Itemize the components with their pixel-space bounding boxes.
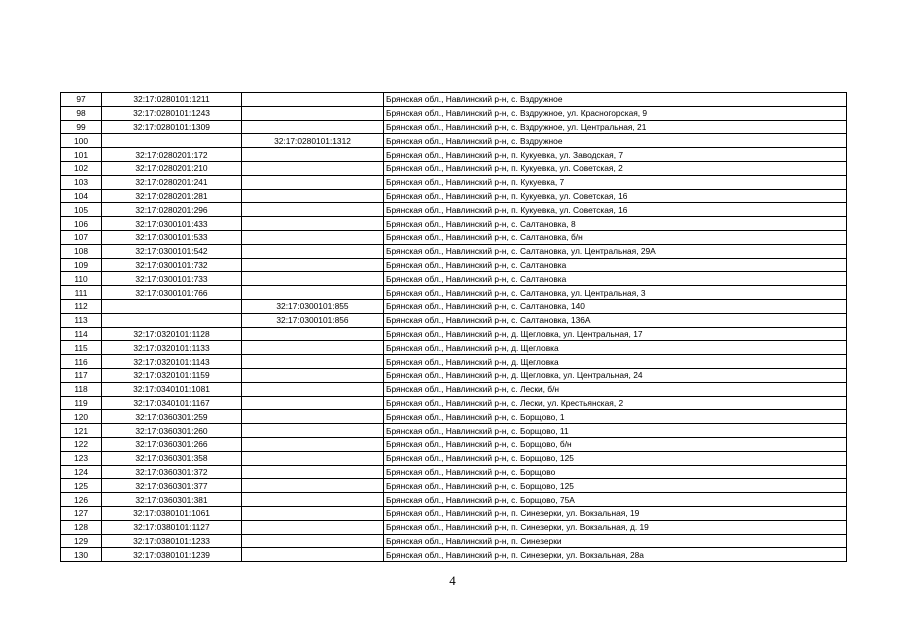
table-row [61, 479, 847, 493]
address-cell: Брянская обл., Навлинский р-н, д. Щегловка [384, 341, 847, 355]
table-row [61, 299, 847, 313]
address-cell: Брянская обл., Навлинский р-н, с. Борщово [384, 465, 847, 479]
address-cell: Брянская обл., Навлинский р-н, с. Салтановка [384, 272, 847, 286]
cadastral-number-alt-cell [242, 244, 384, 258]
cadastral-number-alt-cell [242, 189, 384, 203]
address-cell: Брянская обл., Навлинский р-н, с. Вздружное [384, 93, 847, 107]
row-number-cell: 122 [61, 437, 102, 451]
address-cell: Брянская обл., Навлинский р-н, с. Салтановка, б/н [384, 230, 847, 244]
address-cell: Брянская обл., Навлинский р-н, п. Синезерки, ул. Вокзальная, 28а [384, 548, 847, 562]
cadastral-number-cell: 32:17:0380101:1061 [102, 506, 242, 520]
cadastral-number-alt-cell [242, 382, 384, 396]
cadastral-number-cell: 32:17:0320101:1143 [102, 355, 242, 369]
table-row [61, 286, 847, 300]
cadastral-number-cell: 32:17:0380101:1233 [102, 534, 242, 548]
row-number-cell: 97 [61, 93, 102, 107]
row-number-cell: 117 [61, 368, 102, 382]
row-number-cell: 129 [61, 534, 102, 548]
table-row [61, 258, 847, 272]
address-cell: Брянская обл., Навлинский р-н, п. Кукуевка, ул. Заводская, 7 [384, 148, 847, 162]
table-row [61, 161, 847, 175]
row-number-cell: 108 [61, 244, 102, 258]
cadastral-number-cell: 32:17:0360301:377 [102, 479, 242, 493]
address-cell: Брянская обл., Навлинский р-н, п. Кукуевка, 7 [384, 175, 847, 189]
row-number-cell: 112 [61, 299, 102, 313]
table-row [61, 493, 847, 507]
row-number-cell: 123 [61, 451, 102, 465]
address-cell: Брянская обл., Навлинский р-н, с. Борщово, 11 [384, 424, 847, 438]
table-row [61, 134, 847, 148]
cadastral-number-alt-cell [242, 230, 384, 244]
table-row [61, 93, 847, 107]
cadastral-number-alt-cell: 32:17:0280101:1312 [242, 134, 384, 148]
cadastral-number-cell: 32:17:0340101:1167 [102, 396, 242, 410]
cadastral-number-cell: 32:17:0340101:1081 [102, 382, 242, 396]
cadastral-number-alt-cell [242, 217, 384, 231]
cadastral-number-alt-cell [242, 506, 384, 520]
address-cell: Брянская обл., Навлинский р-н, п. Синезерки, ул. Вокзальная, 19 [384, 506, 847, 520]
cadastral-number-cell: 32:17:0280101:1211 [102, 93, 242, 107]
address-cell: Брянская обл., Навлинский р-н, с. Лески, ул. Крестьянская, 2 [384, 396, 847, 410]
table-row [61, 368, 847, 382]
row-number-cell: 113 [61, 313, 102, 327]
row-number-cell: 118 [61, 382, 102, 396]
row-number-cell: 109 [61, 258, 102, 272]
table-row [61, 424, 847, 438]
cadastral-number-alt-cell [242, 203, 384, 217]
address-cell: Брянская обл., Навлинский р-н, с. Салтановка, 140 [384, 299, 847, 313]
row-number-cell: 121 [61, 424, 102, 438]
table-row [61, 410, 847, 424]
row-number-cell: 102 [61, 161, 102, 175]
table-row [61, 382, 847, 396]
cadastral-number-alt-cell [242, 341, 384, 355]
cadastral-number-cell: 32:17:0280201:281 [102, 189, 242, 203]
table-row [61, 506, 847, 520]
table-row [61, 465, 847, 479]
cadastral-number-cell: 32:17:0280101:1243 [102, 106, 242, 120]
address-cell: Брянская обл., Навлинский р-н, с. Салтановка [384, 258, 847, 272]
address-cell: Брянская обл., Навлинский р-н, с. Салтановка, ул. Центральная, 3 [384, 286, 847, 300]
table-row [61, 327, 847, 341]
address-cell: Брянская обл., Навлинский р-н, д. Щегловка, ул. Центральная, 17 [384, 327, 847, 341]
cadastral-number-alt-cell [242, 437, 384, 451]
cadastral-number-cell: 32:17:0300101:733 [102, 272, 242, 286]
cadastral-number-cell: 32:17:0280101:1309 [102, 120, 242, 134]
address-cell: Брянская обл., Навлинский р-н, п. Кукуевка, ул. Советская, 16 [384, 189, 847, 203]
cadastral-number-cell: 32:17:0360301:381 [102, 493, 242, 507]
table-row [61, 520, 847, 534]
table-row [61, 341, 847, 355]
cadastral-number-cell: 32:17:0300101:533 [102, 230, 242, 244]
row-number-cell: 110 [61, 272, 102, 286]
cadastral-number-alt-cell [242, 93, 384, 107]
cadastral-number-cell: 32:17:0280201:210 [102, 161, 242, 175]
cadastral-number-cell: 32:17:0320101:1159 [102, 368, 242, 382]
address-cell: Брянская обл., Навлинский р-н, д. Щегловка [384, 355, 847, 369]
address-cell: Брянская обл., Навлинский р-н, с. Борщово, 1 [384, 410, 847, 424]
address-cell: Брянская обл., Навлинский р-н, с. Салтановка, ул. Центральная, 29А [384, 244, 847, 258]
cadastral-number-alt-cell [242, 355, 384, 369]
cadastral-number-cell: 32:17:0300101:732 [102, 258, 242, 272]
cadastral-number-alt-cell [242, 396, 384, 410]
cadastral-number-cell: 32:17:0360301:358 [102, 451, 242, 465]
address-cell: Брянская обл., Навлинский р-н, д. Щегловка, ул. Центральная, 24 [384, 368, 847, 382]
cadastral-table [60, 92, 847, 562]
cadastral-number-alt-cell [242, 148, 384, 162]
table-row [61, 534, 847, 548]
cadastral-number-cell: 32:17:0300101:766 [102, 286, 242, 300]
address-cell: Брянская обл., Навлинский р-н, с. Борщово, б/н [384, 437, 847, 451]
table-row [61, 189, 847, 203]
cadastral-number-cell: 32:17:0300101:433 [102, 217, 242, 231]
cadastral-number-cell [102, 313, 242, 327]
cadastral-number-cell: 32:17:0360301:266 [102, 437, 242, 451]
row-number-cell: 111 [61, 286, 102, 300]
row-number-cell: 107 [61, 230, 102, 244]
cadastral-number-alt-cell [242, 368, 384, 382]
row-number-cell: 105 [61, 203, 102, 217]
cadastral-number-alt-cell [242, 534, 384, 548]
table-row [61, 272, 847, 286]
row-number-cell: 106 [61, 217, 102, 231]
address-cell: Брянская обл., Навлинский р-н, с. Вздружное, ул. Красногорская, 9 [384, 106, 847, 120]
address-cell: Брянская обл., Навлинский р-н, с. Салтановка, 8 [384, 217, 847, 231]
table-row [61, 148, 847, 162]
cadastral-number-cell: 32:17:0380101:1239 [102, 548, 242, 562]
cadastral-number-alt-cell [242, 120, 384, 134]
address-cell: Брянская обл., Навлинский р-н, с. Вздружное, ул. Центральная, 21 [384, 120, 847, 134]
page-number: 4 [449, 573, 456, 588]
address-cell: Брянская обл., Навлинский р-н, с. Борщово, 75А [384, 493, 847, 507]
table-row [61, 355, 847, 369]
table-row [61, 106, 847, 120]
cadastral-number-cell [102, 299, 242, 313]
table-row [61, 175, 847, 189]
row-number-cell: 104 [61, 189, 102, 203]
address-cell: Брянская обл., Навлинский р-н, с. Лески, б/н [384, 382, 847, 396]
address-cell: Брянская обл., Навлинский р-н, п. Кукуевка, ул. Советская, 16 [384, 203, 847, 217]
table-row [61, 120, 847, 134]
cadastral-number-alt-cell [242, 286, 384, 300]
table-row [61, 203, 847, 217]
row-number-cell: 100 [61, 134, 102, 148]
address-cell: Брянская обл., Навлинский р-н, с. Салтановка, 136А [384, 313, 847, 327]
table-row [61, 313, 847, 327]
address-cell: Брянская обл., Навлинский р-н, с. Борщово, 125 [384, 451, 847, 465]
address-cell: Брянская обл., Навлинский р-н, п. Кукуевка, ул. Советская, 2 [384, 161, 847, 175]
row-number-cell: 127 [61, 506, 102, 520]
cadastral-number-cell: 32:17:0280201:241 [102, 175, 242, 189]
cadastral-number-alt-cell [242, 548, 384, 562]
table-row [61, 437, 847, 451]
row-number-cell: 126 [61, 493, 102, 507]
cadastral-number-cell: 32:17:0280201:172 [102, 148, 242, 162]
row-number-cell: 114 [61, 327, 102, 341]
row-number-cell: 98 [61, 106, 102, 120]
address-cell: Брянская обл., Навлинский р-н, п. Синезерки, ул. Вокзальная, д. 19 [384, 520, 847, 534]
cadastral-number-alt-cell [242, 327, 384, 341]
cadastral-number-cell: 32:17:0360301:260 [102, 424, 242, 438]
cadastral-number-alt-cell [242, 410, 384, 424]
cadastral-number-alt-cell [242, 175, 384, 189]
row-number-cell: 115 [61, 341, 102, 355]
cadastral-number-alt-cell [242, 161, 384, 175]
cadastral-number-cell: 32:17:0360301:372 [102, 465, 242, 479]
cadastral-number-alt-cell [242, 424, 384, 438]
cadastral-number-alt-cell [242, 106, 384, 120]
row-number-cell: 124 [61, 465, 102, 479]
cadastral-number-cell: 32:17:0320101:1133 [102, 341, 242, 355]
table-row [61, 548, 847, 562]
table-row [61, 396, 847, 410]
cadastral-number-cell: 32:17:0380101:1127 [102, 520, 242, 534]
cadastral-number-cell [102, 134, 242, 148]
row-number-cell: 119 [61, 396, 102, 410]
row-number-cell: 101 [61, 148, 102, 162]
row-number-cell: 103 [61, 175, 102, 189]
cadastral-number-alt-cell [242, 493, 384, 507]
address-cell: Брянская обл., Навлинский р-н, с. Вздружное [384, 134, 847, 148]
address-cell: Брянская обл., Навлинский р-н, с. Борщово, 125 [384, 479, 847, 493]
address-cell: Брянская обл., Навлинский р-н, п. Синезерки [384, 534, 847, 548]
cadastral-number-cell: 32:17:0360301:259 [102, 410, 242, 424]
cadastral-number-alt-cell: 32:17:0300101:856 [242, 313, 384, 327]
table-row [61, 217, 847, 231]
cadastral-number-alt-cell: 32:17:0300101:855 [242, 299, 384, 313]
cadastral-number-alt-cell [242, 272, 384, 286]
row-number-cell: 125 [61, 479, 102, 493]
cadastral-number-cell: 32:17:0280201:296 [102, 203, 242, 217]
row-number-cell: 128 [61, 520, 102, 534]
row-number-cell: 99 [61, 120, 102, 134]
row-number-cell: 116 [61, 355, 102, 369]
cadastral-number-alt-cell [242, 479, 384, 493]
row-number-cell: 130 [61, 548, 102, 562]
table-row [61, 244, 847, 258]
cadastral-number-alt-cell [242, 465, 384, 479]
cadastral-number-cell: 32:17:0320101:1128 [102, 327, 242, 341]
cadastral-number-alt-cell [242, 451, 384, 465]
cadastral-number-alt-cell [242, 520, 384, 534]
table-row [61, 230, 847, 244]
table-row [61, 451, 847, 465]
table-body [61, 93, 847, 562]
cadastral-number-alt-cell [242, 258, 384, 272]
row-number-cell: 120 [61, 410, 102, 424]
cadastral-number-cell: 32:17:0300101:542 [102, 244, 242, 258]
